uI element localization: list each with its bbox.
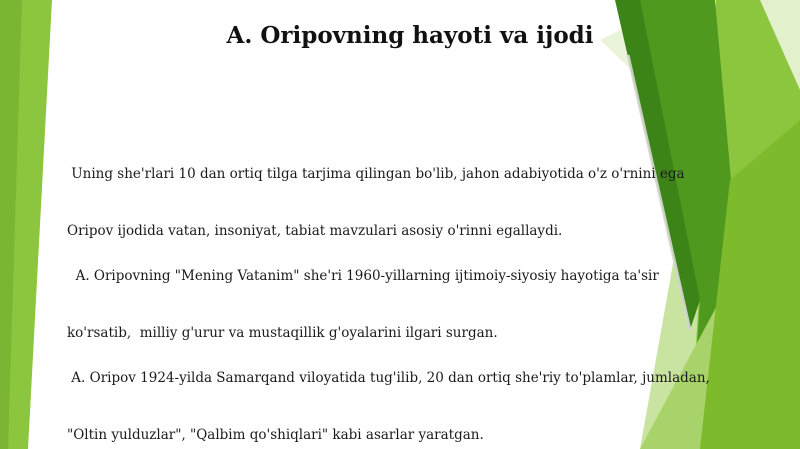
paragraph-line: A. Oripov 1924-yilda Samarqand viloyatida tug'ilib, 20 dan ortiq she'riy to'plamlar, jumladan,	[67, 370, 710, 386]
paragraph-biography	[67, 331, 767, 449]
slide-title: A. Oripovning hayoti va ijodi	[226, 22, 594, 49]
paragraph-line: Oripov ijodida vatan, insoniyat, tabiat mavzulari asosiy o'rinni egallaydi.	[67, 223, 563, 239]
paragraph-line: A. Oripovning "Mening Vatanim" she'ri 1960-yillarning ijtimoiy-siyosiy hayotiga ta'sir	[67, 268, 659, 284]
paragraph-line: "Oltin yulduzlar", "Qalbim qo'shiqlari" kabi asarlar yaratgan.	[67, 427, 484, 443]
paragraph-line: Uning she'rlari 10 dan ortiq tilga tarjima qilingan bo'lib, jahon adabiyotida o'z o'rnini ega	[67, 166, 685, 182]
paragraph-line: ko'rsatib, milliy g'urur va mustaqillik g'oyalarini ilgari surgan.	[67, 325, 498, 341]
